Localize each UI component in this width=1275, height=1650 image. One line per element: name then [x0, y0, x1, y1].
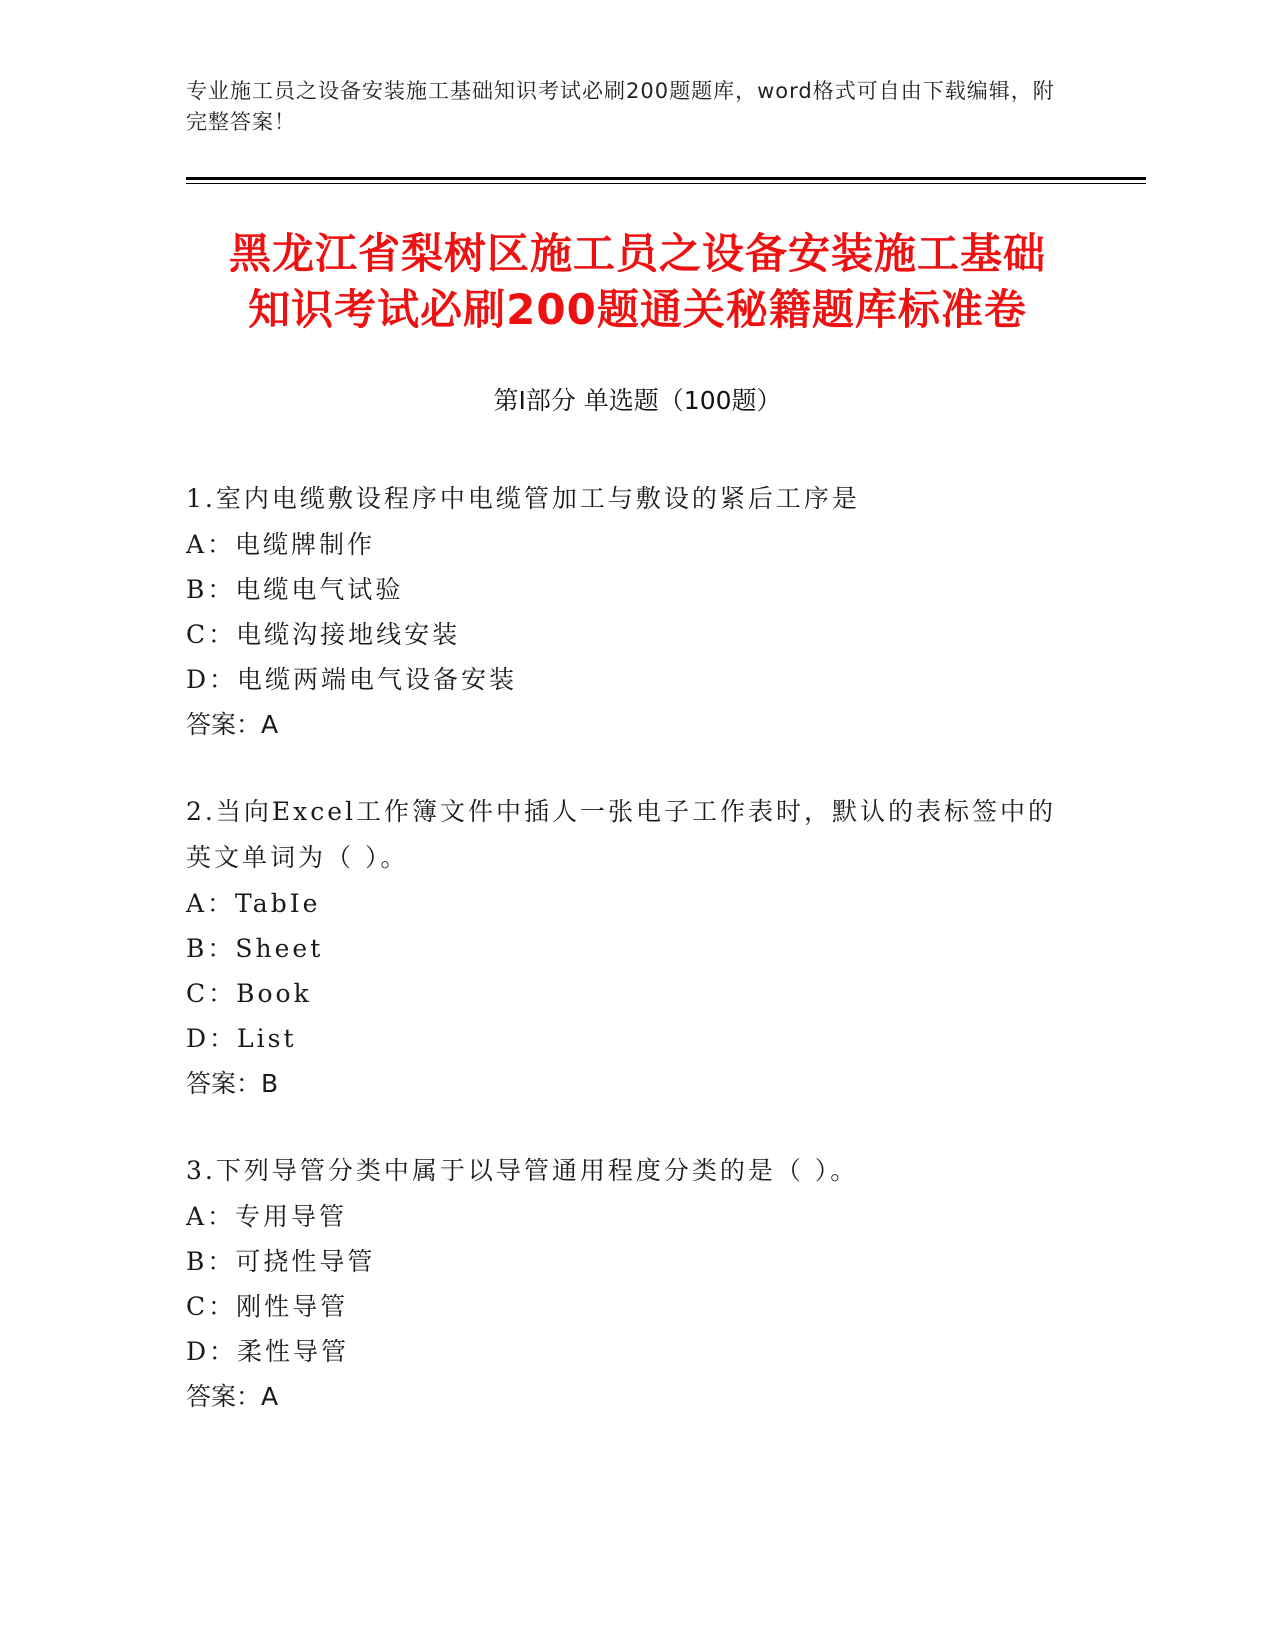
document-title: [150, 226, 1125, 338]
question-stem: 1.室内电缆敷设程序中电缆管加工与敷设的紧后工序是: [186, 484, 860, 513]
question-2: [186, 789, 1066, 1106]
title-line-2: 知识考试必刷200题通关秘籍题库标准卷: [248, 285, 1027, 334]
question-stem: 2.当向Excel工作簿文件中插人一张电子工作表时，默认的表标签中的英文单词为（ ）。: [186, 797, 1056, 872]
header-note: 专业施工员之设备安装施工基础知识考试必刷200题题库，word格式可自由下载编辑，附完整答案！: [186, 79, 1055, 134]
option-d: D：List: [186, 1024, 297, 1053]
option-c: C：电缆沟接地线安装: [186, 620, 461, 649]
title-line-1: 黑龙江省梨树区施工员之设备安装施工基础: [228, 229, 1046, 278]
header-divider-thick: [186, 177, 1146, 180]
option-a: A：电缆牌制作: [186, 530, 376, 559]
option-b: B：可挠性导管: [186, 1247, 376, 1276]
option-a: A：专用导管: [186, 1202, 348, 1231]
option-b: B：电缆电气试验: [186, 575, 404, 604]
question-list: [186, 476, 1066, 1461]
option-a: A：TabIe: [186, 889, 321, 918]
section-heading: 第Ⅰ部分 单选题（100题）: [493, 386, 782, 415]
option-d: D：电缆两端电气设备安装: [186, 665, 518, 694]
question-3: [186, 1148, 1066, 1419]
answer: 答案：A: [186, 710, 279, 739]
option-b: B：Sheet: [186, 934, 324, 963]
option-c: C：刚性导管: [186, 1292, 349, 1321]
question-1: [186, 476, 1066, 747]
option-d: D：柔性导管: [186, 1337, 350, 1366]
option-c: C：Book: [186, 979, 312, 1008]
header-divider-thin: [186, 183, 1146, 184]
question-stem: 3.下列导管分类中属于以导管通用程度分类的是（ ）。: [186, 1156, 859, 1185]
answer: 答案：A: [186, 1382, 279, 1411]
answer: 答案：B: [186, 1069, 279, 1098]
